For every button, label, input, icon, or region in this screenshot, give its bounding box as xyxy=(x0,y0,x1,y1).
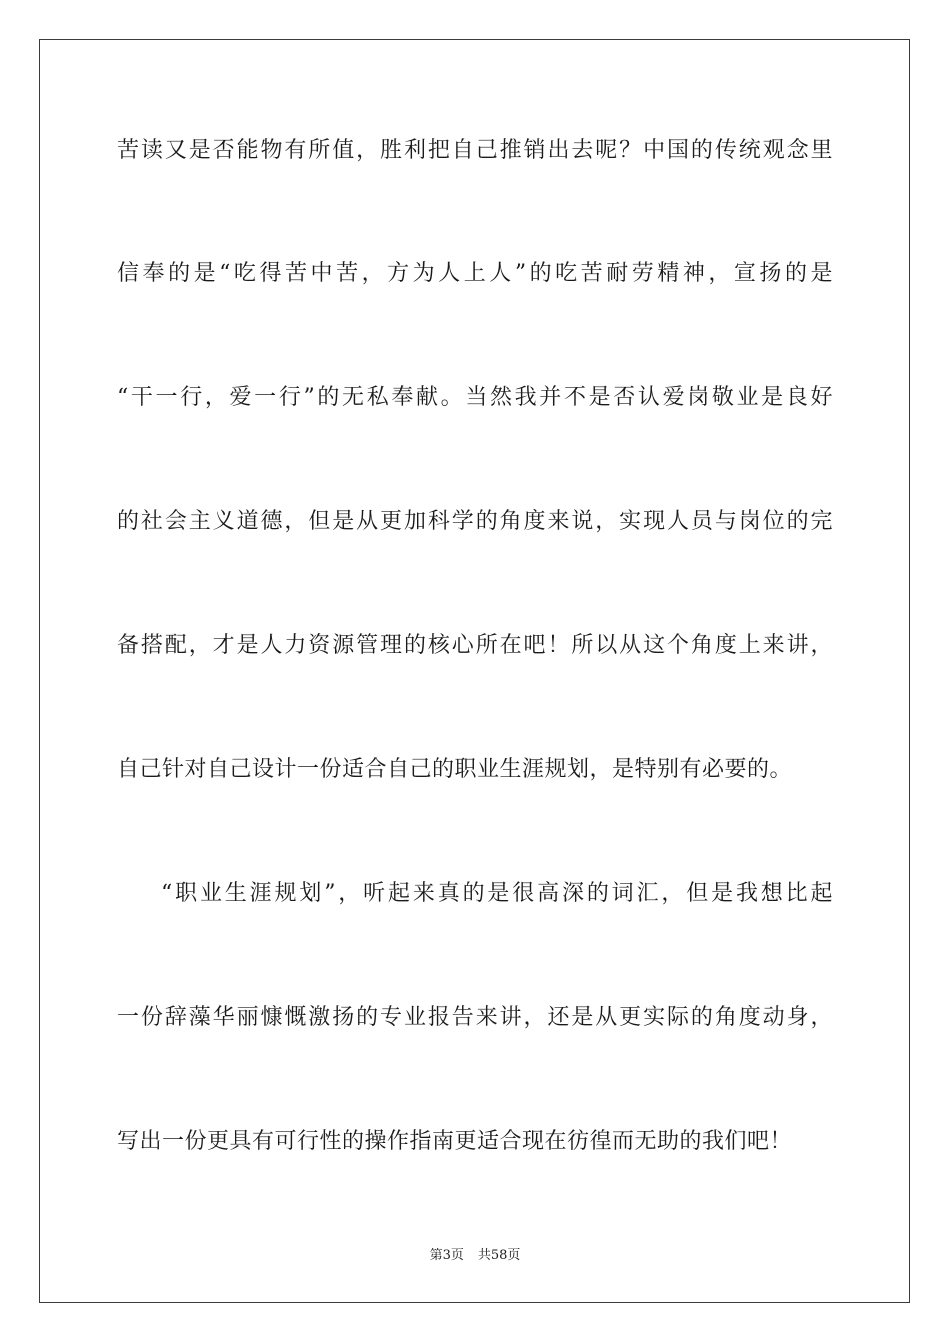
body-text-line-4: 的社会主义道德，但是从更加科学的角度来说，实现人员与岗位的完 xyxy=(117,509,833,534)
page-number: 第3页 xyxy=(429,1248,464,1263)
body-text-line-8: 一份辞藻华丽慷慨激扬的专业报告来讲，还是从更实际的角度动身， xyxy=(117,1005,833,1030)
body-text-line-9: 写出一份更具有可行性的操作指南更适合现在彷徨而无助的我们吧！ xyxy=(117,1129,793,1154)
page-total: 共58页 xyxy=(477,1248,521,1263)
body-text-line-6: 自己针对自己设计一份适合自己的职业生涯规划，是特别有必要的。 xyxy=(117,757,793,782)
body-text-line-3: “干一行，爱一行”的无私奉献。当然我并不是否认爱岗敬业是良好 xyxy=(117,385,833,410)
body-text-line-7: “职业生涯规划”，听起来真的是很高深的词汇，但是我想比起 xyxy=(161,881,833,906)
page-footer xyxy=(0,1247,950,1265)
page-border xyxy=(39,39,910,1303)
body-text-line-1: 苦读又是否能物有所值，胜利把自己推销出去呢？中国的传统观念里 xyxy=(117,138,833,163)
body-text-line-2: 信奉的是“吃得苦中苦，方为人上人”的吃苦耐劳精神，宣扬的是 xyxy=(117,261,833,286)
body-text-line-5: 备搭配，才是人力资源管理的核心所在吧！所以从这个角度上来讲， xyxy=(117,633,833,658)
